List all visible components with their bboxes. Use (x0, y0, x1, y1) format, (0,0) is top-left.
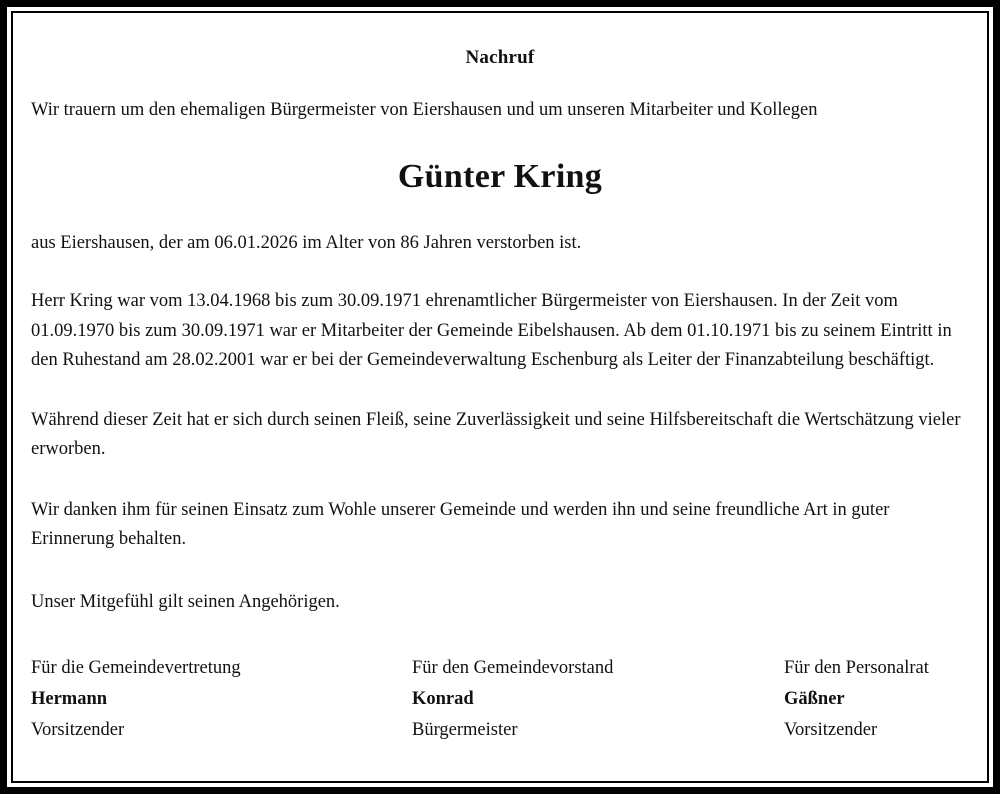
notice-content (13, 13, 987, 781)
deceased-name: Günter Kring (397, 157, 603, 195)
signature-title: Bürgermeister (412, 720, 518, 741)
lead-paragraph: Wir trauern um den ehemaligen Bürgermeister von Eiershausen und um unseren Mitarbeiter und Kollegen (31, 99, 818, 120)
signature-name: Hermann (31, 689, 108, 710)
esteem-paragraph: Während dieser Zeit hat er sich durch seinen Fleiß, seine Zuverlässigkeit und seine Hilfsbereitschaft die Wertschätzung vieler erworben. (31, 409, 961, 460)
signature-for-line: Für die Gemeindevertretung (31, 658, 241, 679)
signature-column-personalrat (784, 653, 929, 746)
thanks-paragraph: Wir danken ihm für seinen Einsatz zum Wohle unserer Gemeinde und werden ihn und seine freundliche Art in guter Erinnerung behalten. (31, 499, 890, 550)
signature-name: Gäßner (784, 689, 845, 710)
notice-title: Nachruf (465, 47, 535, 68)
signature-title: Vorsitzender (784, 720, 878, 741)
signature-title: Vorsitzender (31, 720, 125, 741)
signature-name: Konrad (412, 689, 474, 710)
signature-column-gemeindevertretung (31, 653, 412, 746)
career-paragraph: Herr Kring war vom 13.04.1968 bis zum 30.09.1971 ehrenamtlicher Bürgermeister von Eiershausen. In der Zeit vom 01.09.1970 bis zum 30.09.1971 war er Mitarbeiter der Gemeinde Eibelshausen. Ab dem 01.10.1971 bis zu seinem Eintritt in den Ruhestand am 28.02.2001 war er bei der Gemeindeverwaltung Eschenburg als Leiter der Finanzabteilung beschäftigt. (31, 291, 952, 371)
signature-for-line: Für den Gemeindevorstand (412, 658, 614, 679)
signature-for-line: Für den Personalrat (784, 658, 929, 679)
deceased-origin-line: aus Eiershausen, der am 06.01.2026 im Alter von 86 Jahren verstorben ist. (31, 232, 582, 253)
sympathy-paragraph: Unser Mitgefühl gilt seinen Angehörigen. (31, 591, 340, 612)
signature-block (31, 653, 969, 746)
signature-column-gemeindevorstand (412, 653, 784, 746)
